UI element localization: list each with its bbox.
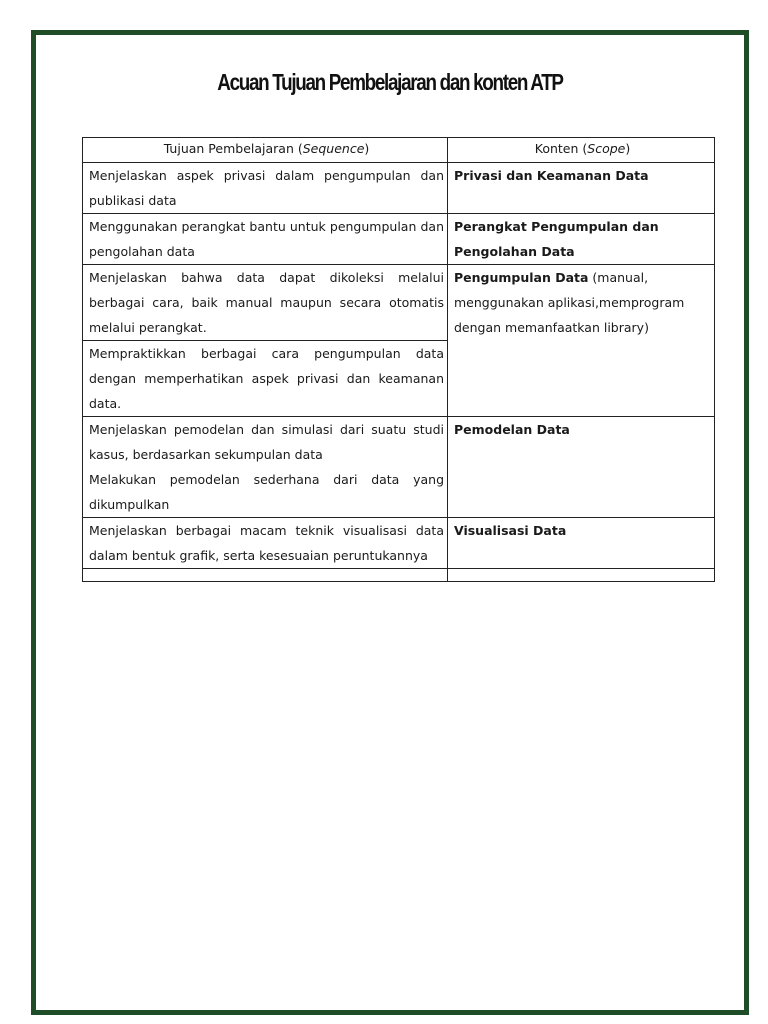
content-cell: Privasi dan Keamanan Data <box>448 163 715 214</box>
goal-cell: Menjelaskan bahwa data dapat dikoleksi melalui berbagai cara, baik manual maupun secara otomatis melalui perangkat. <box>83 265 448 341</box>
content-cell: Pemodelan Data <box>448 417 715 518</box>
empty-cell <box>83 569 448 582</box>
table-row <box>83 417 715 518</box>
table-row <box>83 214 715 265</box>
table-row <box>83 265 715 341</box>
page-title: Acuan Tujuan Pembelajaran dan konten ATP <box>217 69 563 95</box>
goal-cell: Menggunakan perangkat bantu untuk pengumpulan dan pengolahan data <box>83 214 448 265</box>
goal-text: Melakukan pemodelan sederhana dari data yang dikumpulkan <box>89 472 444 512</box>
table-row <box>83 163 715 214</box>
table-row-empty <box>83 569 715 582</box>
atp-table <box>82 137 715 582</box>
goal-text: Menjelaskan pemodelan dan simulasi dari suatu studi kasus, berdasarkan sekumpulan data <box>89 422 444 462</box>
table-row <box>83 518 715 569</box>
header-content: Konten (Scope) <box>448 138 715 163</box>
content-cell: Perangkat Pengumpulan dan Pengolahan Data <box>448 214 715 265</box>
header-learning-goals: Tujuan Pembelajaran (Sequence) <box>83 138 448 163</box>
table-header-row <box>83 138 715 163</box>
goal-cell: Menjelaskan berbagai macam teknik visualisasi data dalam bentuk grafik, serta kesesuaian peruntukannya <box>83 518 448 569</box>
content-cell: Pengumpulan Data (manual, menggunakan aplikasi,memprogram dengan memanfaatkan library) <box>448 265 715 417</box>
goal-cell: Mempraktikkan berbagai cara pengumpulan data dengan memperhatikan aspek privasi dan keamanan data. <box>83 341 448 417</box>
page-border <box>31 30 749 1015</box>
goal-cell: Menjelaskan aspek privasi dalam pengumpulan dan publikasi data <box>83 163 448 214</box>
empty-cell <box>448 569 715 582</box>
content-cell: Visualisasi Data <box>448 518 715 569</box>
goal-cell <box>83 417 448 518</box>
